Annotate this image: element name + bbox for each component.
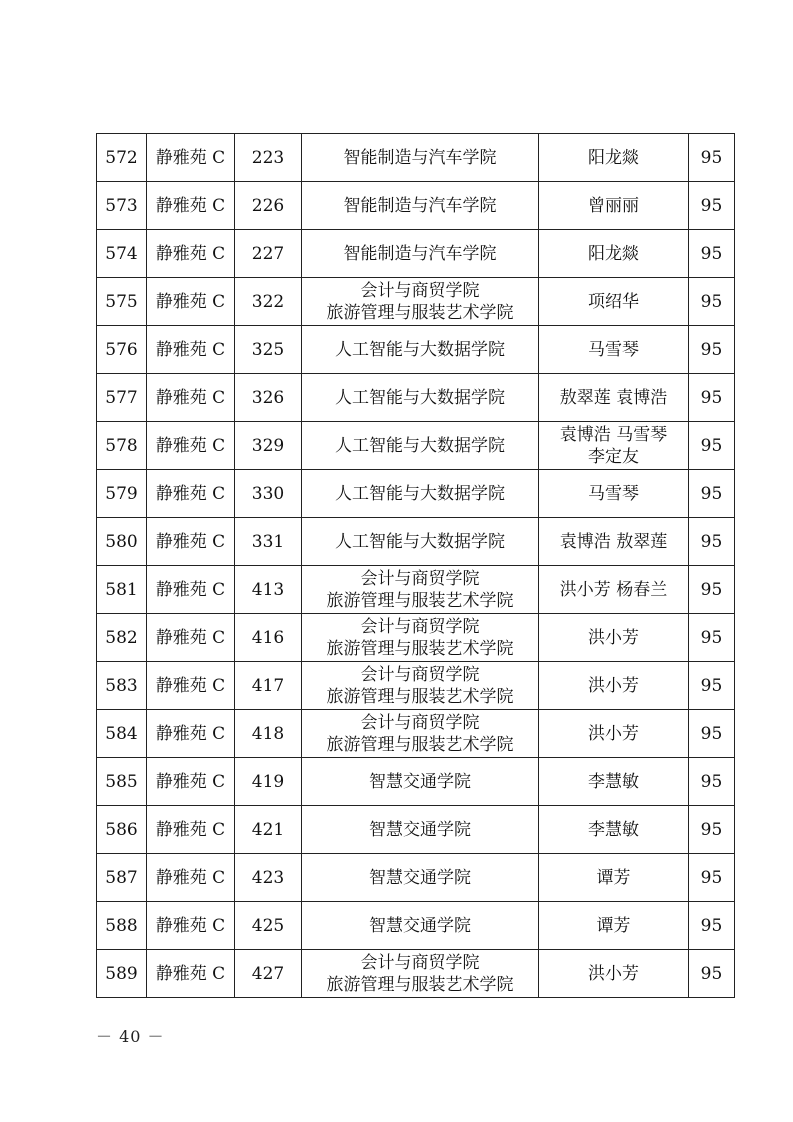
college-cell — [302, 758, 539, 806]
row-number-cell: 582 — [97, 614, 147, 662]
table-row — [97, 374, 735, 422]
staff-line: 阳龙燚 — [588, 147, 639, 168]
college-line: 智慧交通学院 — [369, 771, 471, 792]
row-number-cell: 574 — [97, 230, 147, 278]
score-cell: 95 — [689, 566, 735, 614]
college-line: 人工智能与大数据学院 — [335, 531, 505, 552]
building-cell: 静雅苑 C — [147, 710, 235, 758]
staff-line: 李慧敏 — [588, 771, 639, 792]
staff-line: 谭芳 — [596, 915, 631, 936]
row-number-cell: 589 — [97, 950, 147, 998]
room-number-cell: 427 — [235, 950, 302, 998]
building-cell: 静雅苑 C — [147, 854, 235, 902]
college-line: 人工智能与大数据学院 — [335, 339, 505, 360]
staff-cell — [539, 950, 689, 998]
staff-cell — [539, 614, 689, 662]
staff-cell — [539, 710, 689, 758]
room-number-cell: 423 — [235, 854, 302, 902]
row-number-cell: 586 — [97, 806, 147, 854]
staff-cell — [539, 134, 689, 182]
college-cell — [302, 422, 539, 470]
building-cell: 静雅苑 C — [147, 566, 235, 614]
table-row — [97, 662, 735, 710]
building-cell: 静雅苑 C — [147, 230, 235, 278]
building-cell: 静雅苑 C — [147, 326, 235, 374]
row-number-cell: 580 — [97, 518, 147, 566]
staff-cell — [539, 278, 689, 326]
college-line: 人工智能与大数据学院 — [335, 387, 505, 408]
staff-line: 曾丽丽 — [588, 195, 639, 216]
college-line: 旅游管理与服装艺术学院 — [326, 302, 514, 323]
college-line: 旅游管理与服装艺术学院 — [326, 590, 514, 611]
college-line: 智能制造与汽车学院 — [343, 195, 497, 216]
score-cell: 95 — [689, 710, 735, 758]
staff-line: 阳龙燚 — [588, 243, 639, 264]
score-cell: 95 — [689, 614, 735, 662]
staff-line: 敖翠莲 袁博浩 — [559, 387, 668, 408]
table-row — [97, 614, 735, 662]
score-cell: 95 — [689, 326, 735, 374]
college-cell — [302, 950, 539, 998]
room-number-cell: 418 — [235, 710, 302, 758]
building-cell: 静雅苑 C — [147, 758, 235, 806]
building-cell: 静雅苑 C — [147, 902, 235, 950]
table-row — [97, 806, 735, 854]
room-number-cell: 325 — [235, 326, 302, 374]
building-cell: 静雅苑 C — [147, 950, 235, 998]
staff-cell — [539, 902, 689, 950]
college-line: 会计与商贸学院 — [360, 712, 480, 733]
table-row — [97, 566, 735, 614]
table-row — [97, 182, 735, 230]
college-line: 智慧交通学院 — [369, 819, 471, 840]
college-line: 会计与商贸学院 — [360, 664, 480, 685]
college-line: 旅游管理与服装艺术学院 — [326, 974, 514, 995]
score-cell: 95 — [689, 854, 735, 902]
row-number-cell: 587 — [97, 854, 147, 902]
college-line: 会计与商贸学院 — [360, 568, 480, 589]
staff-cell — [539, 854, 689, 902]
row-number-cell: 575 — [97, 278, 147, 326]
college-line: 智慧交通学院 — [369, 915, 471, 936]
room-number-cell: 425 — [235, 902, 302, 950]
room-number-cell: 330 — [235, 470, 302, 518]
building-cell: 静雅苑 C — [147, 422, 235, 470]
building-cell: 静雅苑 C — [147, 662, 235, 710]
score-cell: 95 — [689, 470, 735, 518]
room-number-cell: 417 — [235, 662, 302, 710]
staff-line: 马雪琴 — [588, 339, 639, 360]
staff-line: 洪小芳 — [588, 627, 639, 648]
score-cell: 95 — [689, 374, 735, 422]
building-cell: 静雅苑 C — [147, 614, 235, 662]
college-line: 人工智能与大数据学院 — [335, 435, 505, 456]
room-number-cell: 329 — [235, 422, 302, 470]
row-number-cell: 581 — [97, 566, 147, 614]
score-cell: 95 — [689, 902, 735, 950]
room-number-cell: 223 — [235, 134, 302, 182]
college-line: 会计与商贸学院 — [360, 280, 480, 301]
table-row — [97, 422, 735, 470]
staff-line: 项绍华 — [588, 291, 639, 312]
staff-line: 谭芳 — [596, 867, 631, 888]
college-cell — [302, 854, 539, 902]
college-cell — [302, 182, 539, 230]
staff-cell — [539, 326, 689, 374]
row-number-cell: 573 — [97, 182, 147, 230]
college-cell — [302, 566, 539, 614]
table-row — [97, 230, 735, 278]
room-number-cell: 326 — [235, 374, 302, 422]
row-number-cell: 585 — [97, 758, 147, 806]
page-number: － 40 － — [96, 1027, 165, 1046]
staff-line: 李定友 — [588, 446, 639, 467]
room-number-cell: 226 — [235, 182, 302, 230]
college-line: 旅游管理与服装艺术学院 — [326, 686, 514, 707]
college-cell — [302, 278, 539, 326]
table-row — [97, 950, 735, 998]
college-line: 智慧交通学院 — [369, 867, 471, 888]
building-cell: 静雅苑 C — [147, 134, 235, 182]
score-cell: 95 — [689, 950, 735, 998]
staff-cell — [539, 422, 689, 470]
row-number-cell: 572 — [97, 134, 147, 182]
college-cell — [302, 662, 539, 710]
score-cell: 95 — [689, 422, 735, 470]
score-cell: 95 — [689, 518, 735, 566]
building-cell: 静雅苑 C — [147, 470, 235, 518]
staff-line: 袁博浩 马雪琴 — [559, 424, 668, 445]
table-row — [97, 278, 735, 326]
building-cell: 静雅苑 C — [147, 518, 235, 566]
building-cell: 静雅苑 C — [147, 182, 235, 230]
table-row — [97, 470, 735, 518]
table-row — [97, 902, 735, 950]
college-cell — [302, 806, 539, 854]
college-cell — [302, 614, 539, 662]
staff-cell — [539, 182, 689, 230]
college-cell — [302, 710, 539, 758]
college-line: 旅游管理与服装艺术学院 — [326, 638, 514, 659]
table-row — [97, 710, 735, 758]
staff-line: 洪小芳 — [588, 675, 639, 696]
college-cell — [302, 230, 539, 278]
college-line: 人工智能与大数据学院 — [335, 483, 505, 504]
staff-line: 马雪琴 — [588, 483, 639, 504]
table-row — [97, 854, 735, 902]
staff-line: 洪小芳 — [588, 963, 639, 984]
room-number-cell: 421 — [235, 806, 302, 854]
score-cell: 95 — [689, 662, 735, 710]
college-line: 会计与商贸学院 — [360, 952, 480, 973]
staff-cell — [539, 758, 689, 806]
score-cell: 95 — [689, 758, 735, 806]
score-cell: 95 — [689, 278, 735, 326]
staff-line: 洪小芳 — [588, 723, 639, 744]
college-cell — [302, 134, 539, 182]
row-number-cell: 579 — [97, 470, 147, 518]
college-cell — [302, 902, 539, 950]
staff-cell — [539, 470, 689, 518]
score-cell: 95 — [689, 134, 735, 182]
table-body — [97, 134, 735, 998]
table-row — [97, 326, 735, 374]
score-cell: 95 — [689, 230, 735, 278]
staff-cell — [539, 518, 689, 566]
row-number-cell: 577 — [97, 374, 147, 422]
college-line: 智能制造与汽车学院 — [343, 243, 497, 264]
row-number-cell: 578 — [97, 422, 147, 470]
college-line: 旅游管理与服装艺术学院 — [326, 734, 514, 755]
table-row — [97, 518, 735, 566]
row-number-cell: 584 — [97, 710, 147, 758]
staff-line: 李慧敏 — [588, 819, 639, 840]
room-number-cell: 419 — [235, 758, 302, 806]
staff-line: 洪小芳 杨春兰 — [559, 579, 668, 600]
row-number-cell: 588 — [97, 902, 147, 950]
staff-line: 袁博浩 敖翠莲 — [559, 531, 668, 552]
building-cell: 静雅苑 C — [147, 278, 235, 326]
table-row — [97, 758, 735, 806]
building-cell: 静雅苑 C — [147, 374, 235, 422]
staff-cell — [539, 662, 689, 710]
staff-cell — [539, 806, 689, 854]
staff-cell — [539, 374, 689, 422]
room-number-cell: 322 — [235, 278, 302, 326]
building-cell: 静雅苑 C — [147, 806, 235, 854]
college-cell — [302, 326, 539, 374]
college-cell — [302, 470, 539, 518]
room-number-cell: 413 — [235, 566, 302, 614]
row-number-cell: 583 — [97, 662, 147, 710]
college-line: 会计与商贸学院 — [360, 616, 480, 637]
room-number-cell: 331 — [235, 518, 302, 566]
table-row — [97, 134, 735, 182]
room-number-cell: 227 — [235, 230, 302, 278]
staff-cell — [539, 230, 689, 278]
college-cell — [302, 374, 539, 422]
college-line: 智能制造与汽车学院 — [343, 147, 497, 168]
college-cell — [302, 518, 539, 566]
row-number-cell: 576 — [97, 326, 147, 374]
score-cell: 95 — [689, 182, 735, 230]
dormitory-score-table — [96, 133, 735, 998]
staff-cell — [539, 566, 689, 614]
score-cell: 95 — [689, 806, 735, 854]
room-number-cell: 416 — [235, 614, 302, 662]
